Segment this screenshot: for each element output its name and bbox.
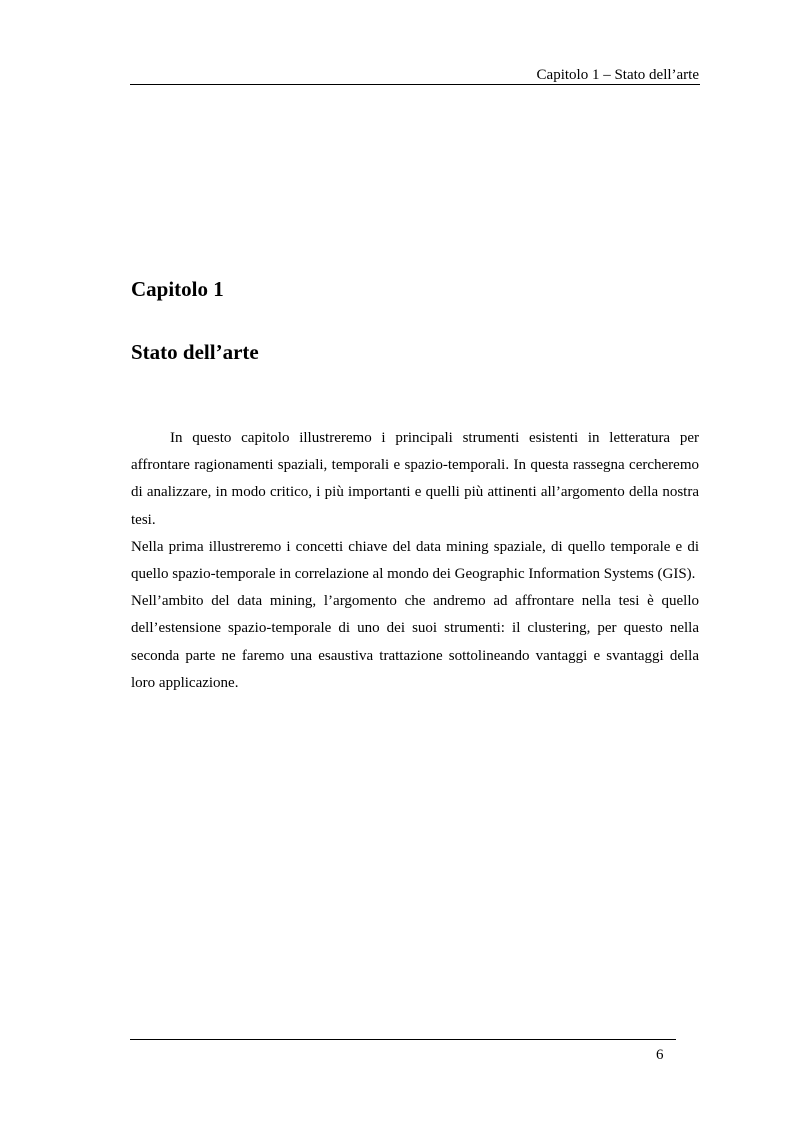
chapter-body: [131, 425, 699, 697]
chapter-title-heading: Stato dell’arte: [131, 340, 259, 364]
running-header: Capitolo 1 – Stato dell’arte: [536, 67, 699, 83]
page-number: 6: [656, 1047, 664, 1063]
footer-divider: [130, 1039, 676, 1040]
body-paragraph-first-part: Nella prima illustreremo i concetti chiave del data mining spaziale, di quello temporale e di quello spazio-temporale in correlazione al mondo dei Geographic Information Systems (GIS).: [131, 538, 699, 583]
body-paragraph-clustering: Nell’ambito del data mining, l’argomento che andremo ad affrontare nella tesi è quello dell’estensione spazio-temporale di uno dei suoi strumenti: il clustering, per questo nella seconda parte ne faremo una esaustiva trattazione sottolineando vantaggi e svantaggi della loro applicazione.: [131, 593, 699, 691]
chapter-number-heading: Capitolo 1: [131, 277, 224, 301]
header-divider: [130, 84, 700, 85]
body-paragraph-intro: In questo capitolo illustreremo i principali strumenti esistenti in letteratura per affrontare ragionamenti spaziali, temporali e spazio-temporali. In questa rassegna cercheremo di analizzare, in modo critico, i più importanti e quelli più attinenti all’argomento della nostra tesi.: [131, 430, 699, 528]
